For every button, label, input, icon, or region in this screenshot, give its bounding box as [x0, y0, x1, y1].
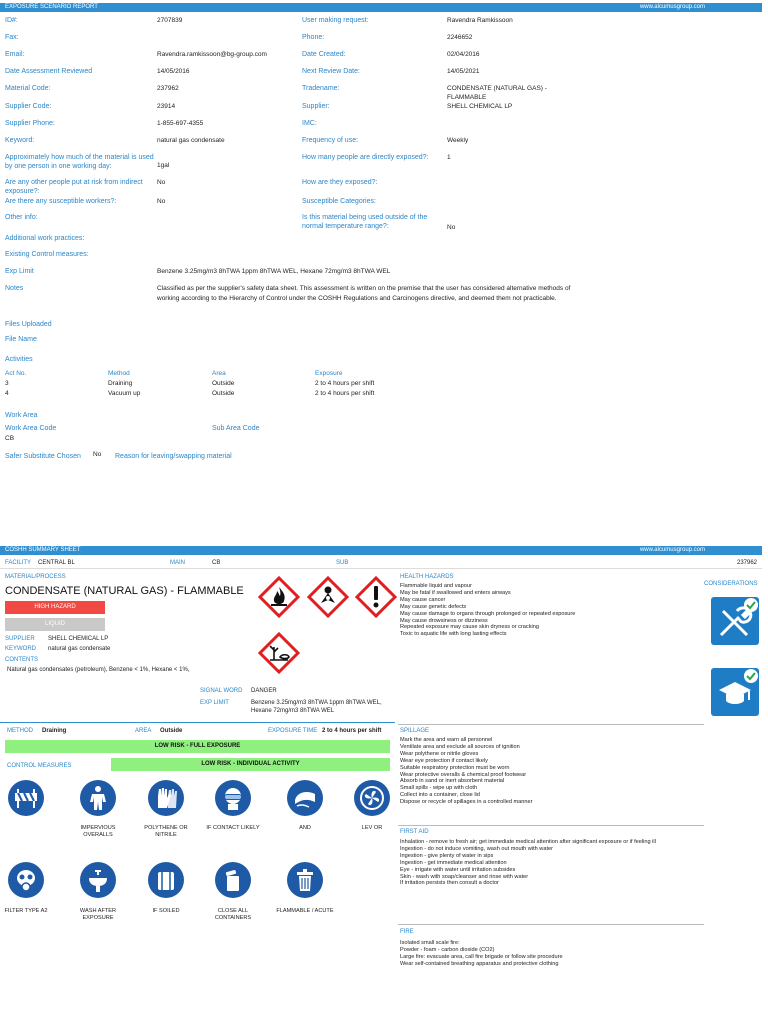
list-item: If irritation persists then consult a doctor [400, 880, 499, 887]
fire-list [400, 940, 700, 968]
next-review-value: 14/05/2021 [447, 68, 480, 75]
list-item: Toxic to aquatic life with long lasting effects [400, 631, 507, 638]
facility-value: CENTRAL BL [38, 560, 75, 566]
activity-row-1-act: 3 [5, 380, 9, 387]
high-hazard-badge: HIGH HAZARD [5, 601, 105, 614]
control-measures-label: CONTROL MEASURES [7, 763, 72, 769]
coshh-website-link[interactable]: www.alcumusgroup.com [639, 547, 705, 553]
date-reviewed-label: Date Assessment Reviewed [5, 68, 93, 75]
report-header-bar [0, 3, 762, 12]
outside-temp-label: Is this material being used outside of the normal temperature range?: [302, 214, 428, 230]
date-created-value: 02/04/2016 [447, 51, 480, 58]
facility-row [0, 557, 762, 569]
supplier-code-label: Supplier Code: [5, 103, 52, 110]
activity-row-2-exposure: 2 to 4 hours per shift [315, 390, 375, 397]
list-item: Skin - wash with soap/cleanser and rinse with water [400, 873, 529, 880]
fax-label: Fax: [5, 34, 19, 41]
user-label: User making request: [302, 17, 369, 24]
contents-value: Natural gas condensates (petroleum), Benzene < 1%, Hexane < 1%, [7, 667, 190, 673]
id-value: 2707839 [157, 17, 183, 24]
outside-temp-value: No [447, 224, 456, 231]
list-item: Wear self-contained breathing apparatus and protective clothing [400, 960, 559, 967]
phone-label: Phone: [302, 34, 325, 41]
spillage-list [400, 737, 700, 806]
supplier-coshh-label: SUPPLIER [5, 636, 35, 642]
safer-substitute-label: Safer Substitute Chosen [5, 453, 81, 460]
exp-limit-coshh-value: Benzene 3.25mg/m3 8hTWA 1ppm 8hTWA WEL, Hexane 72mg/m3 8hTWA WEL [251, 700, 382, 714]
list-item: Repeated exposure may cause skin dryness or cracking [400, 624, 539, 631]
training-consideration-icon [711, 668, 759, 716]
supplier-phone-value: 1-855-697-4355 [157, 120, 204, 127]
activities-header-area: Area [212, 370, 226, 377]
respirator-icon [8, 862, 44, 898]
overalls-icon [80, 780, 116, 816]
list-item: Large fire: evacuate area, call fire brigade or follow site procedure [400, 953, 563, 960]
ppe-label: IF SOILED [152, 908, 180, 914]
list-item: Absorb in sand or inert absorbent material [400, 778, 505, 785]
keyword-coshh-label: KEYWORD [5, 646, 37, 652]
method-value: Draining [42, 728, 67, 734]
list-item: May cause drowsiness or dizziness [400, 617, 488, 624]
risk-individual-badge: LOW RISK - INDIVIDUAL ACTIVITY [111, 758, 390, 771]
ppe-label: IF CONTACT LIKELY [206, 825, 260, 831]
barrier-icon [8, 780, 44, 816]
activities-label: Activities [5, 356, 33, 363]
activity-row-1-area: Outside [212, 380, 235, 387]
environment-pictogram-icon [258, 632, 300, 674]
exclamation-pictogram-icon [355, 576, 397, 618]
ppe-label: IMPERVIOUS OVERALLS [80, 825, 116, 838]
considerations-label: CONSIDERATIONS [704, 581, 758, 587]
user-value: Ravendra Ramkissoon [447, 17, 513, 24]
sub-label: SUB [336, 560, 349, 566]
exposure-time-value: 2 to 4 hours per shift [322, 728, 382, 734]
coshh-header-bar [0, 546, 762, 555]
supplier-label: Supplier: [302, 103, 330, 110]
supplier-coshh-value: SHELL CHEMICAL LP [48, 636, 109, 642]
susceptible-categories-label: Susceptible Categories: [302, 198, 376, 205]
method-label: METHOD [7, 728, 33, 734]
existing-controls-label: Existing Control measures: [5, 251, 89, 258]
ppe-label: CLOSE ALL CONTAINERS [214, 908, 252, 921]
activity-row-1-method: Draining [108, 380, 133, 387]
people-exposed-label: How many people are directly exposed?: [302, 154, 429, 161]
list-item: Powder - foam - carbon dioxide (CO2) [400, 946, 495, 953]
work-area-label: Work Area [5, 412, 38, 419]
waste-bin-icon [287, 862, 323, 898]
flammable-pictogram-icon [258, 576, 300, 618]
facility-label: FACILITY [5, 560, 32, 566]
ppe-label: AND [299, 825, 311, 831]
main-label: MAIN [170, 560, 185, 566]
notes-value: Classified as per the supplier's safety data sheet. This assessment is written on the premise that the user has considered alternative methods of working according to the Hierarchy of Control under the COSHH Regulations and Carcinogens directive, and deemed them not practicable. [157, 285, 571, 302]
keyword-value: natural gas condensate [157, 137, 225, 144]
list-item: May cause damage to organs through prolonged or repeated exposure [400, 610, 576, 617]
list-item: Ingestion - get immediate medical attention [400, 859, 507, 866]
health-hazard-pictogram-icon [307, 576, 349, 618]
activities-header-act-no: Act No. [5, 370, 27, 377]
activity-row-2-act: 4 [5, 390, 9, 397]
list-item: Dispose or recycle of spillages in a controlled manner [400, 799, 533, 806]
tools-consideration-icon [711, 597, 759, 645]
main-value: CB [212, 560, 221, 566]
list-item: Collect into a container, close lid [400, 792, 480, 799]
other-people-value: No [157, 179, 166, 186]
list-item: May cause cancer [400, 596, 446, 603]
wash-basin-icon [80, 862, 116, 898]
ppe-label: WASH AFTER EXPOSURE [79, 908, 117, 921]
date-reviewed-value: 14/05/2016 [157, 68, 190, 75]
keyword-coshh-value: natural gas condensate [48, 646, 111, 652]
list-item: Ingestion - do not induce vomiting, wash out mouth with water [400, 845, 553, 852]
list-item: Mark the area and warn all personnel [400, 737, 493, 743]
how-exposed-label: How are they exposed?: [302, 179, 378, 186]
fire-label: FIRE [400, 929, 414, 935]
risk-full-exposure-badge: LOW RISK - FULL EXPOSURE [5, 740, 390, 753]
ppe-label: POLYTHENE OR NITRILE [144, 825, 188, 838]
activities-header-method: Method [108, 370, 130, 377]
tradename-label: Tradename: [302, 85, 340, 92]
material-title: CONDENSATE (NATURAL GAS) - FLAMMABLE [5, 585, 244, 597]
amount-value: 1gal [157, 162, 170, 169]
other-info-label: Other info: [5, 214, 38, 221]
supplier-code-value: 23914 [157, 103, 176, 110]
list-item: Suitable respiratory protection must be worn [400, 764, 510, 771]
material-process-label: MATERIAL/PROCESS [5, 574, 66, 580]
list-item: Inhalation - remove to fresh air; get immediate medical attention after significant exposure or if feeling ill [400, 839, 656, 845]
frequency-value: Weekly [447, 137, 469, 144]
phone-value: 2246652 [447, 34, 473, 41]
sub-area-code-label: Sub Area Code [212, 425, 260, 432]
supplier-phone-label: Supplier Phone: [5, 120, 55, 127]
file-name-label: File Name [5, 336, 37, 343]
exp-limit-coshh-label: EXP LIMIT [200, 700, 229, 706]
spillage-label: SPILLAGE [400, 728, 430, 734]
ppe-label: LEV OR [361, 825, 383, 831]
notes-label: Notes [5, 285, 24, 292]
soiled-clothing-icon [148, 862, 184, 898]
list-item: Ventilate area and exclude all sources of ignition [400, 743, 520, 750]
reason-label: Reason for leaving/swapping material [115, 453, 232, 460]
people-exposed-value: 1 [447, 154, 451, 161]
report-title: EXPOSURE SCENARIO REPORT [5, 4, 98, 10]
amount-label: Approximately how much of the material is used by one person in one working day: [5, 154, 154, 170]
health-hazards-list [400, 583, 700, 638]
list-item: Wear protective overalls & chemical proof footwear [400, 771, 527, 778]
eye-protection-icon [215, 780, 251, 816]
exposure-time-label: EXPOSURE TIME [268, 728, 318, 734]
work-area-code-value: CB [5, 435, 15, 442]
files-uploaded-label: Files Uploaded [5, 321, 52, 328]
exp-limit-value: Benzene 3.25mg/m3 8hTWA 1ppm 8hTWA WEL, Hexane 72mg/m3 8hTWA WEL [157, 268, 391, 275]
area-label: AREA [135, 728, 152, 734]
list-item: Ingestion - give plenty of water in sips [400, 852, 494, 859]
coshh-title: COSHH SUMMARY SHEET [5, 547, 81, 553]
list-item: Wear polythene or nitrile gloves [400, 750, 479, 757]
next-review-label: Next Review Date: [302, 68, 360, 75]
exp-limit-label: Exp Limit [5, 268, 34, 275]
contents-label: CONTENTS [5, 657, 38, 663]
work-area-code-label: Work Area Code [5, 425, 57, 432]
first-aid-label: FIRST AID [400, 829, 429, 835]
liquid-badge: LIQUID [5, 618, 105, 631]
first-aid-list [400, 839, 730, 887]
list-item: Small spills - wipe up with cloth [400, 785, 478, 792]
imc-label: IMC: [302, 120, 317, 127]
frequency-label: Frequency of use: [302, 137, 359, 144]
ppe-label: FILTER TYPE A2 [4, 908, 48, 914]
activity-row-2-area: Outside [212, 390, 235, 397]
other-people-label: Are any other people put at risk from indirect exposure?: [5, 179, 143, 195]
tradename-value: CONDENSATE (NATURAL GAS) - FLAMMABLE [447, 85, 547, 101]
list-item: Wear eye protection if contact likely [400, 757, 488, 764]
email-label: Email: [5, 51, 25, 58]
health-hazards-label: HEALTH HAZARDS [400, 574, 454, 580]
list-item: May be fatal if swallowed and enters airways [400, 589, 511, 596]
gloves-icon [148, 780, 184, 816]
activity-row-1-exposure: 2 to 4 hours per shift [315, 380, 375, 387]
date-created-label: Date Created: [302, 51, 346, 58]
report-website-link[interactable]: www.alcumusgroup.com [639, 4, 705, 10]
material-code-value: 237962 [157, 85, 179, 92]
list-item: Isolated small scale fire: [400, 940, 460, 946]
email-value: Ravendra.ramkissoon@bg-group.com [157, 51, 267, 58]
ventilation-hood-icon [287, 780, 323, 816]
area-value: Outside [160, 728, 183, 734]
lev-fan-icon [354, 780, 390, 816]
susceptible-value: No [157, 198, 166, 205]
signal-word-label: SIGNAL WORD [200, 688, 243, 694]
id-label: ID#: [5, 17, 18, 24]
list-item: Flammable liquid and vapour [400, 583, 472, 589]
keyword-label: Keyword: [5, 137, 35, 144]
material-code-label: Material Code: [5, 85, 51, 92]
close-containers-icon [215, 862, 251, 898]
signal-word-value: DANGER [251, 688, 277, 694]
supplier-value: SHELL CHEMICAL LP [447, 103, 513, 110]
list-item: May cause genetic defects [400, 603, 467, 610]
safer-substitute-value: No [93, 451, 102, 458]
sub-value: 237962 [737, 560, 758, 566]
susceptible-label: Are there any susceptible workers?: [5, 198, 117, 205]
activity-row-2-method: Vacuum up [108, 390, 141, 397]
additional-practices-label: Additional work practices: [5, 235, 85, 242]
ppe-label: FLAMMABLE / ACUTE [276, 908, 334, 914]
list-item: Eye - irrigate with water until irritation subsides [400, 866, 516, 873]
activities-header-exposure: Exposure [315, 370, 343, 377]
